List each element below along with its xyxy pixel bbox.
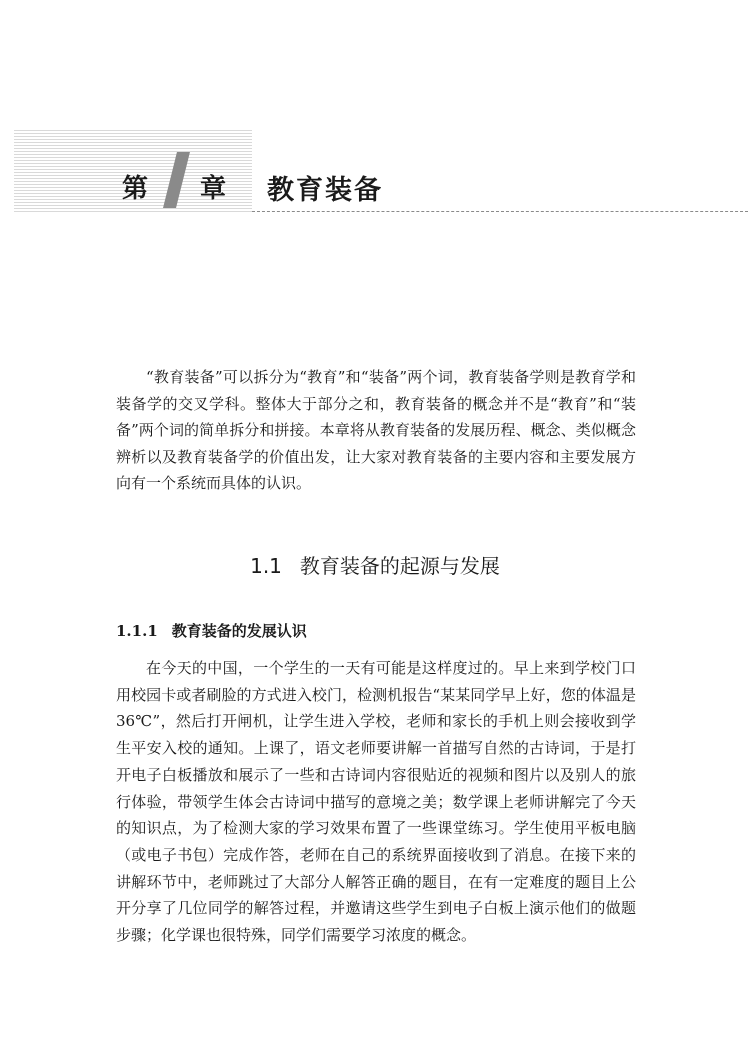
chapter-number-bar — [163, 152, 190, 208]
chapter-prefix: 第 — [122, 174, 150, 204]
subsection-number: 1.1.1 — [116, 622, 158, 640]
section-number: 1.1 — [250, 554, 282, 578]
section-title: 教育装备的起源与发展 — [299, 554, 500, 578]
chapter-number-graphic — [161, 152, 191, 208]
chapter-suffix: 章 — [200, 174, 227, 204]
subsection-title: 教育装备的发展认识 — [171, 622, 307, 640]
chapter-title: 教育装备 — [267, 175, 383, 206]
body-paragraph: 在今天的中国，一个学生的一天有可能是这样度过的。早上来到学校门口用校园卡或者刷脸的方式进入校门，检测机报告“某某同学早上好，您的体温是36℃”，然后打开闸机，让学生进入学校，老师和家长的手机上则会接收到学生平安入校的通知。上课了，语文老师要讲解一首描写自然的古诗词，于是打开电子白板播放和展示了一些和古诗词内容很贴近的视频和图片以及别人的旅行体验，带领学生体会古诗词中描写的意境之美；数学课上老师讲解完了今天的知识点，为了检测大家的学习效果布置了一些课堂练习。学生使用平板电脑（或电子书包）完成作答，老师在自己的系统界面接收到了消息。在接下来的讲解环节中，老师跳过了大部分人解答正确的题目，在有一定难度的题目上公开分享了几位同学的解答过程，并邀请这些学生到电子白板上演示他们的做题步骤；化学课也很特殊，同学们需要学习浓度的概念。 — [116, 659, 636, 945]
chapter-number — [161, 152, 162, 153]
chapter-divider — [252, 211, 748, 212]
chapter-intro-paragraph: “教育装备”可以拆分为“教育”和“装备”两个词，教育装备学则是教育学和装备学的交叉学科。整体大于部分之和，教育装备的概念并不是“教育”和“装备”两个词的简单拆分和拼接。本章将从教育装备的发展历程、概念、类似概念辨析以及教育装备学的价值出发，让大家对教育装备的主要内容和主要发展方向有一个系统而具体的认识。 — [116, 368, 636, 492]
section-heading — [0, 550, 750, 579]
subsection-heading — [116, 620, 307, 641]
